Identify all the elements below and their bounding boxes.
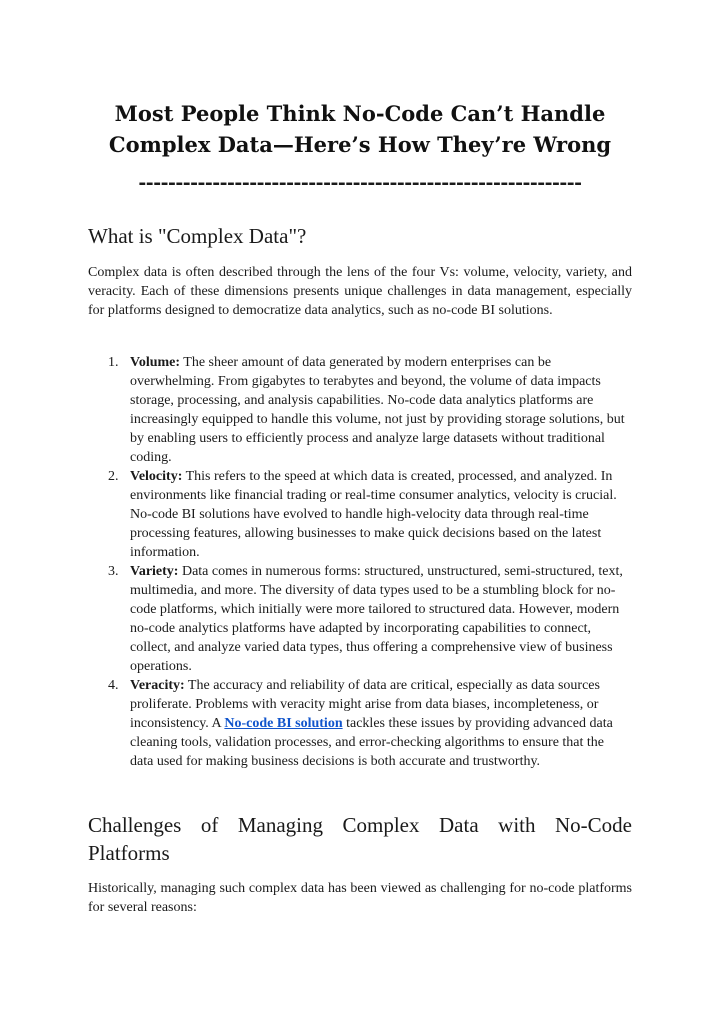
list-item-term: Velocity: [130, 469, 183, 484]
list-item-number: 4. [108, 678, 119, 693]
list-item [88, 562, 632, 676]
section-intro-paragraph: Complex data is often described through the lens of the four Vs: volume, velocity, variety, and veracity. Each of these dimensions presents unique challenges in data management, especially for platforms designed to democratize data analytics, such as no-code BI solutions. [88, 265, 632, 318]
no-code-bi-solution-link[interactable]: No-code BI solution [224, 716, 343, 731]
heading-line-2: Platforms [88, 841, 170, 865]
list-item-term: Volume: [130, 355, 181, 370]
list-item-text: The accuracy and reliability of data are critical, especially as data sources proliferate. Problems with veracity might arise from data biases, incompleteness, or inconsistency. A [130, 678, 600, 731]
section-heading-challenges [88, 811, 632, 867]
section-heading-complex-data: What is "Complex Data"? [88, 224, 307, 248]
list-item [88, 353, 632, 467]
list-item-text: This refers to the speed at which data is created, processed, and analyzed. In environments like financial trading or real-time consumer analytics, velocity is crucial. No-code BI solutions have evolved to handle high-velocity data through real-time processing features, allowing businesses to make quick decisions based on the latest information. [130, 469, 617, 560]
list-item-text: The sheer amount of data generated by modern enterprises can be overwhelming. From gigabytes to terabytes and beyond, the volume of data impacts storage, processing, and analysis capabilities. No-code data analytics platforms are increasingly equipped to handle this volume, not just by providing storage solutions, but by enabling users to efficiently process and analyze large datasets without traditional coding. [130, 355, 625, 465]
list-item-number: 2. [108, 469, 119, 484]
list-item [88, 676, 632, 771]
list-item [88, 467, 632, 562]
heading-line-1: Challenges of Managing Complex Data with No-Code [88, 813, 632, 837]
list-item-number: 3. [108, 564, 119, 579]
four-vs-list [88, 353, 632, 771]
list-item-term: Variety: [130, 564, 179, 579]
page-title: Most People Think No-Code Can’t Handle Complex Data—Here’s How They’re Wrong [108, 101, 612, 157]
list-item-term: Veracity: [130, 678, 185, 693]
list-item-text: Data comes in numerous forms: structured, unstructured, semi-structured, text, multimedia, and more. The diversity of data types used to be a stumbling block for no-code platforms, which initially were more tailored to structured data. However, modern no-code analytics platforms have adapted by incorporating capabilities to connect, collect, and analyze varied data types, thus offering a comprehensive view of business operations. [130, 564, 623, 674]
challenges-intro-paragraph: Historically, managing such complex data has been viewed as challenging for no-code platforms for several reasons: [88, 881, 632, 915]
list-item-text: tackles these issues by providing advanced data cleaning tools, validation processes, and error-checking algorithms to ensure that the data used for making business decisions is both accurate and trustworthy. [130, 716, 613, 769]
list-item-number: 1. [108, 355, 119, 370]
divider-line: ------------------------------------------------------------ [138, 172, 582, 194]
